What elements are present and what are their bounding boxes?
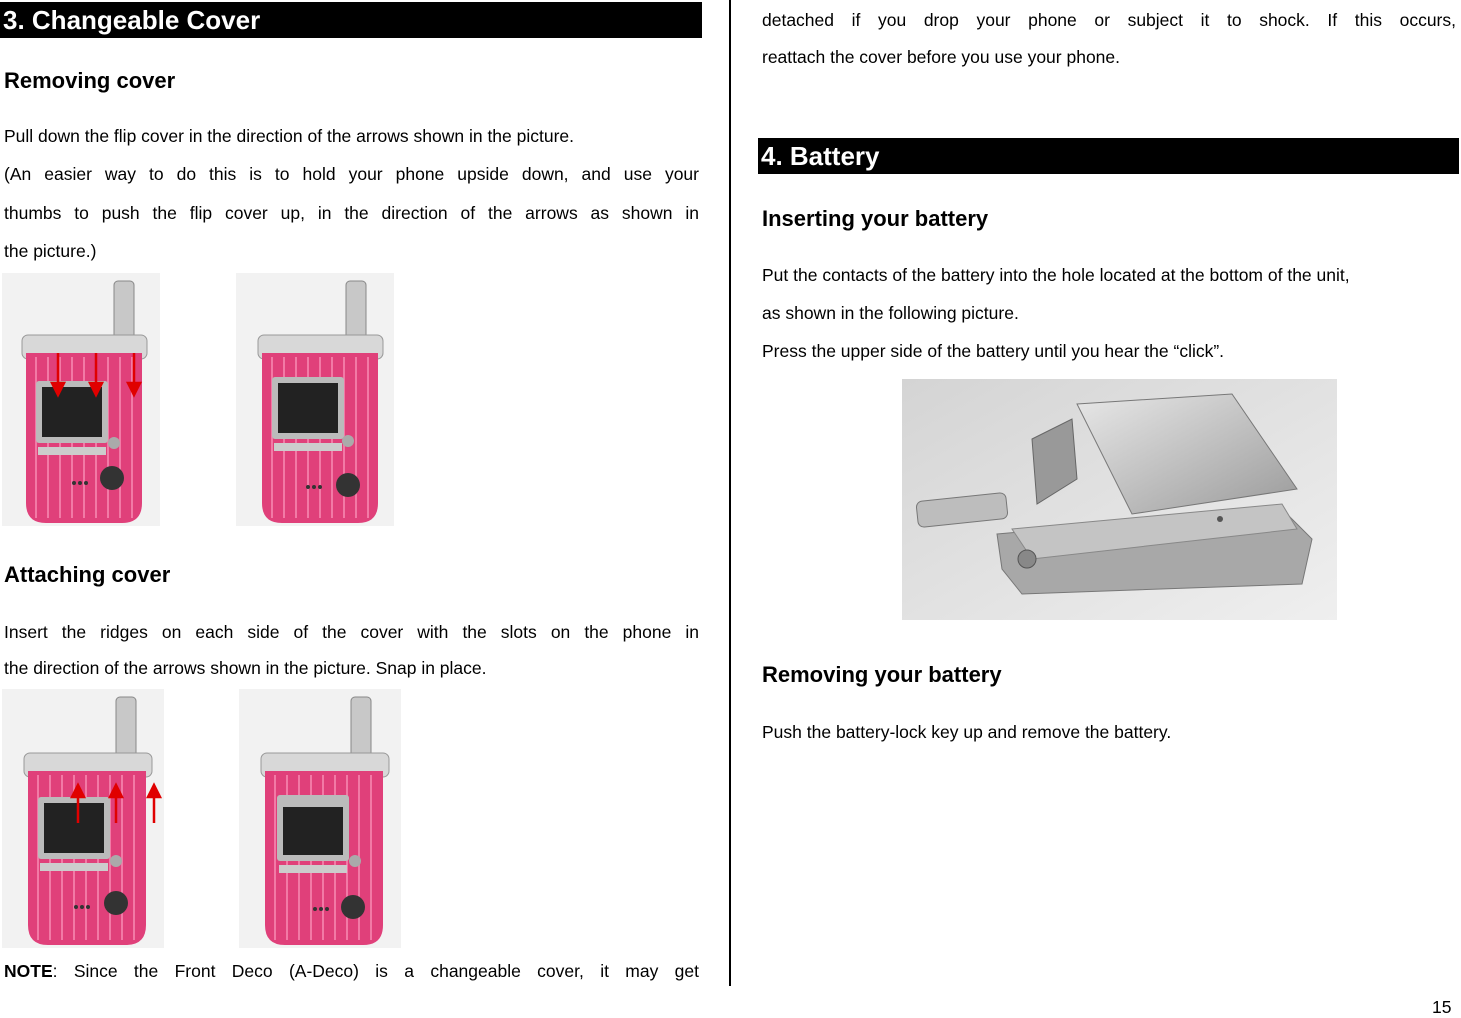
phone-photo-removed — [236, 273, 394, 526]
attaching-cover-line-2: the direction of the arrows shown in the picture. Snap in place. — [4, 658, 487, 678]
note-continued-line-1: detached if you drop your phone or subject it to shock. If this occurs, — [762, 10, 1456, 30]
inserting-battery-line-3: Press the upper side of the battery until you hear the “click”. — [762, 341, 1225, 361]
removing-cover-line-4: the picture.) — [4, 241, 97, 261]
removing-cover-line-3: thumbs to push the flip cover up, in the direction of the arrows as shown in — [4, 203, 699, 223]
phone-photo-remove-arrows — [2, 273, 160, 526]
note-text: : Since the Front Deco (A-Deco) is a changeable cover, it may get — [52, 961, 699, 981]
note-paragraph — [4, 960, 699, 982]
page-number: 15 — [1432, 997, 1452, 1017]
inserting-battery-line-1: Put the contacts of the battery into the hole located at the bottom of the unit, — [762, 265, 1350, 285]
attaching-cover-heading: Attaching cover — [4, 562, 171, 587]
note-continued-line-2: reattach the cover before you use your phone. — [762, 47, 1121, 67]
removing-battery-heading: Removing your battery — [762, 662, 1002, 687]
section-title-battery: 4. Battery — [758, 138, 1459, 174]
note-label: NOTE — [4, 961, 53, 981]
removing-battery-text: Push the battery-lock key up and remove the battery. — [762, 722, 1172, 742]
phone-photo-attached — [239, 689, 401, 948]
removing-cover-line-1: Pull down the flip cover in the direction of the arrows shown in the picture. — [4, 126, 575, 146]
section-title-changeable-cover: 3. Changeable Cover — [0, 2, 702, 38]
removing-cover-heading: Removing cover — [4, 68, 176, 93]
attaching-cover-line-1: Insert the ridges on each side of the cover with the slots on the phone in — [4, 622, 699, 642]
inserting-battery-line-2: as shown in the following picture. — [762, 303, 1019, 323]
removing-cover-line-2: (An easier way to do this is to hold your phone upside down, and use your — [4, 164, 699, 184]
inserting-battery-heading: Inserting your battery — [762, 206, 989, 231]
phone-photo-attach-arrows — [2, 689, 164, 948]
column-divider — [729, 0, 731, 986]
battery-photo — [902, 379, 1337, 620]
